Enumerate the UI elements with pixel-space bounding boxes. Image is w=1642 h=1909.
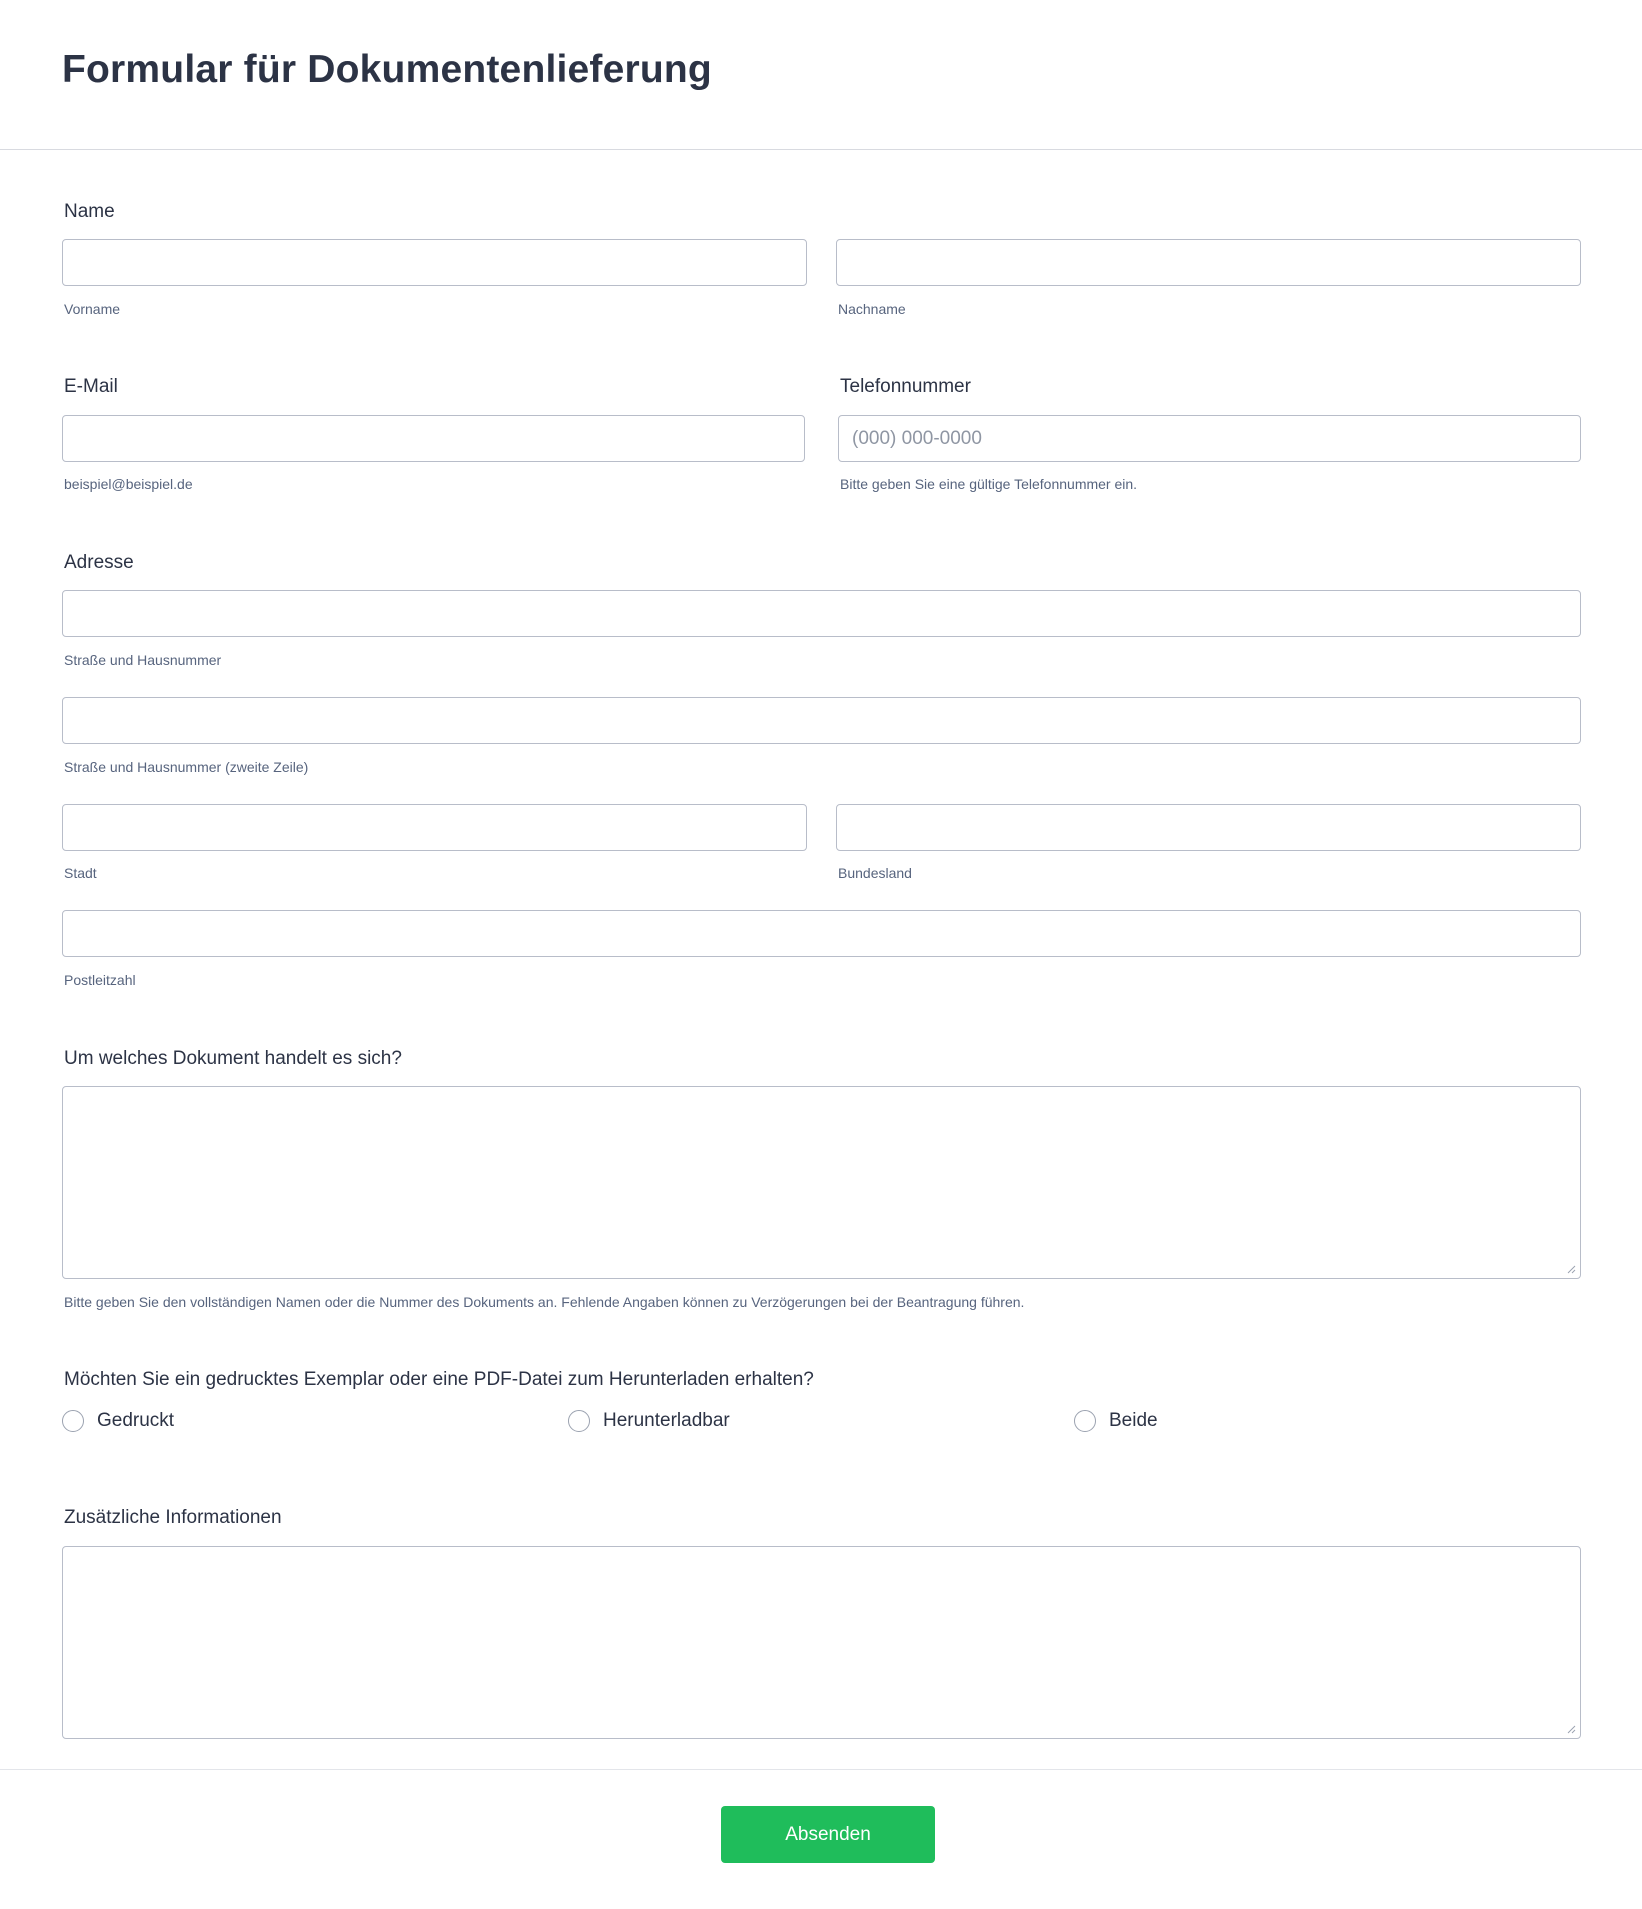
email-label: E-Mail xyxy=(64,376,118,397)
city-input[interactable] xyxy=(62,804,807,851)
document-sublabel: Bitte geben Sie den vollständigen Namen oder die Nummer des Dokuments an. Fehlende Angaben können zu Verzögerungen bei der Beantragung führen. xyxy=(64,1294,1025,1310)
radio-label-herunterladbar[interactable]: Herunterladbar xyxy=(603,1410,730,1431)
radio-circle-herunterladbar[interactable] xyxy=(568,1410,590,1432)
radio-circle-gedruckt[interactable] xyxy=(62,1410,84,1432)
street2-sublabel: Straße und Hausnummer (zweite Zeile) xyxy=(64,759,309,775)
submit-button[interactable]: Absenden xyxy=(721,1806,935,1863)
zip-input[interactable] xyxy=(62,910,1581,957)
additional-info-label: Zusätzliche Informationen xyxy=(64,1507,282,1528)
form-header xyxy=(0,0,1642,150)
state-sublabel: Bundesland xyxy=(838,865,912,881)
state-input[interactable] xyxy=(836,804,1581,851)
email-sublabel: beispiel@beispiel.de xyxy=(64,476,193,492)
additional-info-textarea[interactable] xyxy=(62,1546,1581,1739)
city-sublabel: Stadt xyxy=(64,865,97,881)
radio-herunterladbar[interactable] xyxy=(568,1408,730,1434)
radio-circle-beide[interactable] xyxy=(1074,1410,1096,1432)
phone-label: Telefonnummer xyxy=(840,376,971,397)
phone-input[interactable] xyxy=(838,415,1581,462)
document-resize-grip-icon[interactable] xyxy=(1566,1264,1576,1274)
first-name-input[interactable] xyxy=(62,239,807,286)
street2-input[interactable] xyxy=(62,697,1581,744)
first-name-sublabel: Vorname xyxy=(64,301,121,317)
radio-gedruckt[interactable] xyxy=(62,1408,174,1434)
zip-sublabel: Postleitzahl xyxy=(64,972,136,988)
additional-info-resize-grip-icon[interactable] xyxy=(1566,1724,1576,1734)
radio-beide[interactable] xyxy=(1074,1408,1158,1434)
last-name-sublabel: Nachname xyxy=(838,301,906,317)
radio-label-gedruckt[interactable]: Gedruckt xyxy=(97,1410,175,1431)
street-input[interactable] xyxy=(62,590,1581,637)
name-label: Name xyxy=(64,201,115,222)
phone-sublabel: Bitte geben Sie eine gültige Telefonnummer ein. xyxy=(840,476,1138,492)
street-sublabel: Straße und Hausnummer xyxy=(64,652,222,668)
radio-label-beide[interactable]: Beide xyxy=(1109,1410,1158,1431)
delivery-label: Möchten Sie ein gedrucktes Exemplar oder eine PDF-Datei zum Herunterladen erhalten? xyxy=(64,1369,814,1390)
email-input[interactable] xyxy=(62,415,805,462)
document-textarea[interactable] xyxy=(62,1086,1581,1279)
last-name-input[interactable] xyxy=(836,239,1581,286)
form-title: Formular für Dokumentenlieferung xyxy=(62,48,712,91)
document-label: Um welches Dokument handelt es sich? xyxy=(64,1048,402,1069)
address-label: Adresse xyxy=(64,552,134,573)
